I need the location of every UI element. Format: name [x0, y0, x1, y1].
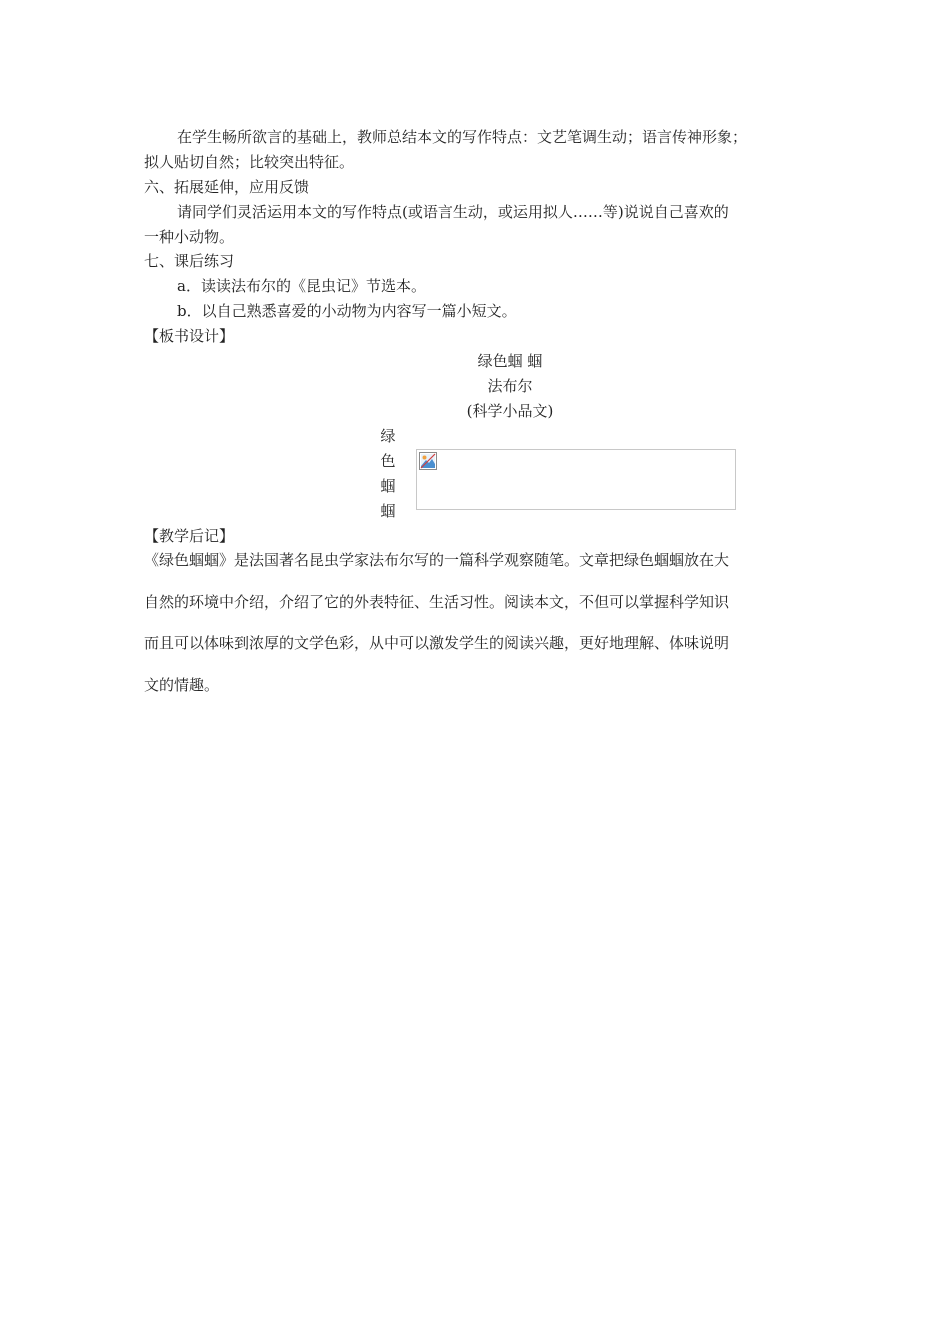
paragraph-summary-line-1: 在学生畅所欲言的基础上，教师总结本文的写作特点：文艺笔调生动；语言传神形象； — [177, 128, 748, 146]
board-genre: (科学小品文) — [466, 402, 554, 420]
section-7-item-b: b．以自己熟悉喜爱的小动物为内容写一篇小短文。 — [177, 302, 517, 320]
board-title: 绿色蝈 蝈 — [477, 352, 543, 370]
postscript-line: 而且可以体味到浓厚的文学色彩，从中可以激发学生的阅读兴趣，更好地理解、体味说明 — [144, 634, 730, 652]
board-vertical-char: 绿 — [380, 427, 396, 445]
postscript-line: 《绿色蝈蝈》是法国著名昆虫学家法布尔写的一篇科学观察随笔。文章把绿色蝈蝈放在大 — [144, 551, 730, 569]
broken-image-icon — [419, 452, 437, 470]
board-vertical-char: 蝈 — [380, 502, 396, 520]
board-author: 法布尔 — [487, 377, 533, 395]
board-vertical-char: 蝈 — [380, 477, 396, 495]
board-image-placeholder — [416, 449, 736, 510]
board-vertical-char: 色 — [380, 452, 396, 470]
section-7-heading: 七、课后练习 — [144, 252, 235, 270]
section-6-heading: 六、拓展延伸，应用反馈 — [144, 178, 310, 196]
board-design-heading: 【板书设计】 — [144, 327, 235, 345]
postscript-line: 自然的环境中介绍，介绍了它的外表特征、生活习性。阅读本文，不但可以掌握科学知识 — [144, 593, 730, 611]
postscript-line: 文的情趣。 — [144, 676, 220, 694]
paragraph-summary-line-2: 拟人贴切自然；比较突出特征。 — [144, 153, 355, 171]
section-7-item-a: a．读读法布尔的《昆虫记》节选本。 — [177, 277, 426, 295]
postscript-heading: 【教学后记】 — [144, 527, 235, 545]
section-6-line-1: 请同学们灵活运用本文的写作特点(或语言生动，或运用拟人……等)说说自己喜欢的 — [177, 203, 729, 221]
section-6-line-2: 一种小动物。 — [144, 228, 235, 246]
